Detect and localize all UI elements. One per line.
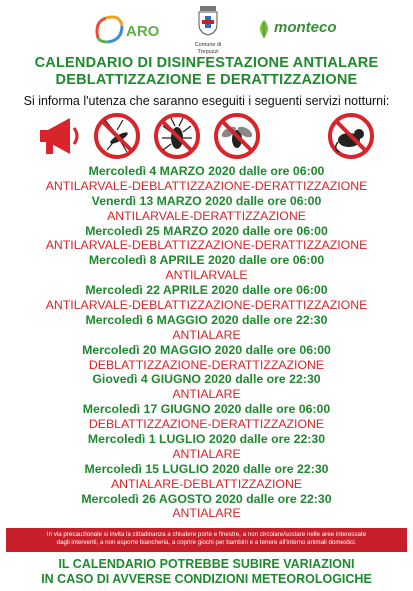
schedule-date: Giovedì 4 GIUGNO 2020 dalle ore 22:30	[92, 372, 321, 387]
intro-text: Si informa l'utenza che saranno eseguiti i seguenti servizi notturni:	[23, 94, 390, 108]
monteco-logo-text: monteco	[274, 19, 337, 36]
schedule-service: ANTILARVALE-DERATTIZZAZIONE	[107, 208, 306, 223]
schedule-date: Mercoledì 20 MAGGIO 2020 dalle ore 06:00	[82, 342, 331, 357]
monteco-logo	[256, 16, 346, 42]
no-cockroach-icon	[153, 112, 201, 160]
schedule-service: ANTIALARE	[172, 387, 241, 402]
schedule-date: Mercoledì 25 MARZO 2020 dalle ore 06:00	[85, 223, 328, 238]
schedule-list	[0, 164, 413, 521]
leaf-icon	[256, 18, 272, 40]
logo-bar	[0, 4, 413, 54]
schedule-date: Mercoledì 4 MARZO 2020 dalle ore 06:00	[88, 164, 325, 178]
schedule-service: ANTIALARE	[172, 327, 241, 342]
schedule-service: ANTILARVALE-DEBLATTIZZAZIONE-DERATTIZZAZIONE	[45, 178, 368, 193]
no-fly-icon	[213, 112, 261, 160]
notice-line2: dagli interventi, a non esporre biancheria, a coprire giochi per bambini e a tenere all'interno animali domestici.	[56, 539, 357, 546]
page-title-line2: DEBLATTIZZAZIONE E DERATTIZZAZIONE	[55, 72, 358, 88]
schedule-date: Venerdì 13 MARZO 2020 dalle ore 06:00	[91, 193, 322, 208]
schedule-service: DEBLATTIZZAZIONE-DERATTIZZAZIONE	[88, 417, 325, 432]
notice-line1: In via precauzionale si invita la cittadinanza a chiudere porte e finestre, a non circolare/sostare nelle aree interessate	[46, 531, 367, 538]
schedule-service: ANTIALARE	[172, 446, 241, 461]
coat-of-arms-icon	[196, 6, 220, 36]
schedule-date: Mercoledì 26 AGOSTO 2020 dalle ore 22:30	[81, 491, 332, 506]
schedule-date: Mercoledì 6 MAGGIO 2020 dalle ore 22:30	[85, 312, 328, 327]
schedule-date: Mercoledì 1 LUGLIO 2020 dalle ore 22:30	[87, 432, 326, 447]
page-title-line1: CALENDARIO DI DISINFESTAZIONE ANTIALARE	[34, 55, 379, 71]
no-mosquito-icon	[93, 112, 141, 160]
no-rat-icon	[327, 112, 375, 160]
schedule-date: Mercoledì 17 GIUGNO 2020 dalle ore 06:00	[82, 402, 331, 417]
schedule-date: Mercoledì 22 APRILE 2020 dalle ore 06:00	[85, 283, 328, 298]
schedule-service: ANTILARVALE	[165, 268, 248, 283]
comune-logo	[186, 6, 230, 54]
footer-line1: IL CALENDARIO POTREBBE SUBIRE VARIAZIONI	[58, 557, 355, 571]
aro-logo-text: ARO	[126, 23, 160, 40]
schedule-date: Mercoledì 8 APRILE 2020 dalle ore 06:00	[88, 253, 325, 268]
aro-logo	[92, 12, 162, 46]
schedule-service: ANTILARVALE-DEBLATTIZZAZIONE-DERATTIZZAZIONE	[45, 298, 368, 313]
schedule-date: Mercoledì 15 LUGLIO 2020 dalle ore 22:30	[84, 461, 329, 476]
precaution-notice	[6, 528, 407, 552]
service-icons	[0, 112, 413, 162]
megaphone-icon	[34, 112, 82, 160]
schedule-service: ANTIALARE	[172, 506, 241, 521]
schedule-service: ANTIALARE-DEBLATTIZZAZIONE	[110, 476, 303, 491]
footer-line2: IN CASO DI AVVERSE CONDIZIONI METEOROLOGICHE	[41, 572, 372, 586]
schedule-service: ANTILARVALE-DEBLATTIZZAZIONE-DERATTIZZAZIONE	[45, 238, 368, 253]
comune-name: Trepuzzi	[197, 49, 219, 55]
schedule-service: DEBLATTIZZAZIONE-DERATTIZZAZIONE	[88, 357, 325, 372]
comune-label: Comune di	[194, 42, 222, 48]
